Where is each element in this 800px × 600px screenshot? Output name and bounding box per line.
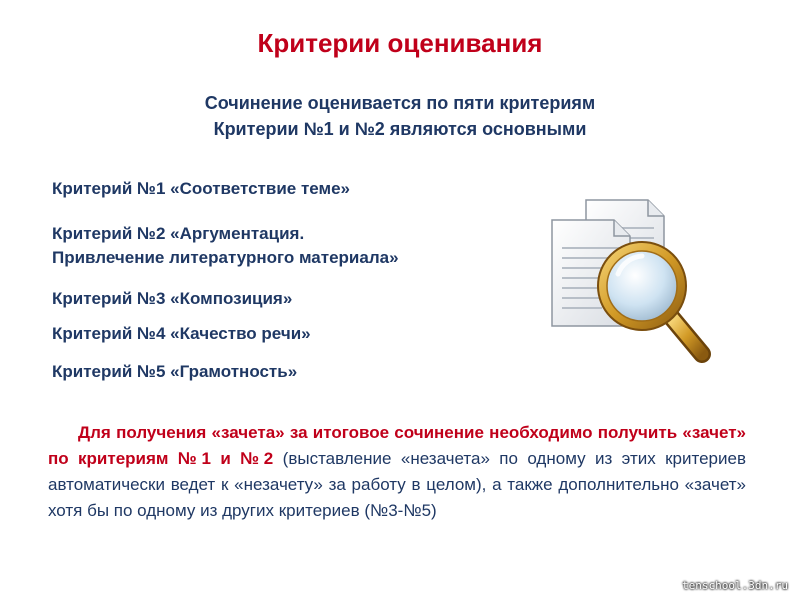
criterion-2-text-continued: Привлечение литературного материала» [52,248,399,267]
criterion-4-text: Критерий №4 «Качество речи» [52,324,311,343]
subtitle-line-2: Критерии №1 и №2 являются основными [213,119,587,139]
pass-condition-note [48,420,746,524]
criterion-5-text: Критерий №5 «Грамотность» [52,362,298,381]
watermark: tenschool.3dn.ru [682,579,788,592]
pass-condition-details: (выставление «незачета» по одному из этих критериев автоматически ведет к «незачету» за работу в целом), а также дополнительно «зачет» хотя бы по одному из других критериев (№3-№5) [48,449,746,520]
criterion-2 [52,222,399,270]
criterion-4 [52,322,311,346]
criterion-2-text: Критерий №2 «Аргументация. [52,224,305,243]
pass-condition-highlight: Для получения «зачета» за итоговое сочинение необходимо получить «зачет» по критериям №1 и №2 [48,423,746,468]
magnifier-icon [598,242,702,354]
page-title: Критерии оценивания [257,28,543,58]
documents-magnifier-icon [542,194,722,372]
subtitle-line-1: Сочинение оценивается по пяти критериям [204,93,596,113]
criterion-5 [52,360,297,384]
subtitle [0,90,800,142]
criterion-3-text: Критерий №3 «Композиция» [52,289,293,308]
criterion-3 [52,287,292,311]
criterion-1-text: Критерий №1 «Соответствие теме» [52,179,350,198]
criterion-1 [52,177,350,201]
